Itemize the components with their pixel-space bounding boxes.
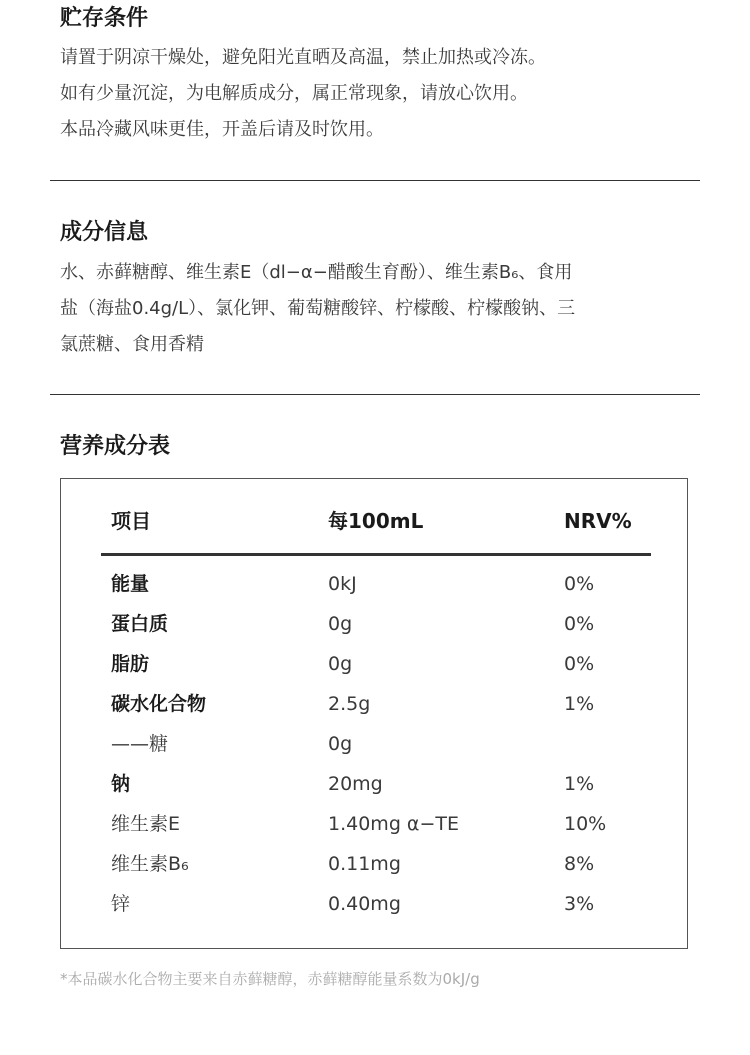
table-row [61,732,687,772]
nutrition-table-header [101,479,651,556]
row-value: 0.11mg [328,853,401,875]
row-item: 脂肪 [111,653,150,675]
row-nrv: 0% [564,653,595,675]
table-row [61,852,687,892]
row-nrv: 8% [564,853,595,875]
storage-line-3: 本品冷藏风味更佳，开盖后请及时饮用。 [60,119,384,140]
table-row [61,892,687,932]
table-row [61,572,687,612]
row-value: 0.40mg [328,893,401,915]
row-nrv: 10% [564,813,607,835]
row-nrv: 3% [564,893,595,915]
ingredients-text [60,255,700,363]
row-item: 锌 [111,893,131,915]
header-item: 项目 [111,509,151,533]
row-item: 蛋白质 [111,613,169,635]
nutrition-table [60,478,688,949]
row-item: 维生素E [111,813,181,835]
table-row [61,652,687,692]
table-row [61,612,687,652]
storage-line-1: 请置于阴凉干燥处，避免阳光直晒及高温，禁止加热或冷冻。 [60,47,546,68]
ingredients-line-2: 盐（海盐0.4g/L）、氯化钾、葡萄糖酸锌、柠檬酸、柠檬酸钠、三 [60,298,576,319]
row-value: 0kJ [328,573,357,595]
ingredients-line-1: 水、赤藓糖醇、维生素E（dl−α−醋酸生育酚）、维生素B₆、食用 [60,262,573,283]
header-per-100ml: 每100mL [328,509,424,533]
ingredients-title: 成分信息 [60,220,149,245]
row-value: 20mg [328,773,383,795]
table-row [61,812,687,852]
row-value: 0g [328,653,353,675]
divider-2 [50,394,700,395]
row-value: 1.40mg α−TE [328,813,459,835]
ingredients-line-3: 氯蔗糖、食用香精 [60,334,204,355]
table-row [61,772,687,812]
header-nrv: NRV% [564,509,632,533]
divider-1 [50,180,700,181]
row-value: 0g [328,613,353,635]
row-value: 2.5g [328,693,371,715]
row-item: 能量 [111,573,150,595]
nutrition-title: 营养成分表 [60,434,171,459]
row-item: 钠 [111,773,131,795]
nutrition-footnote: *本品碳水化合物主要来自赤藓糖醇，赤藓糖醇能量系数为0kJ/g [60,970,480,988]
table-row [61,692,687,732]
row-nrv: 0% [564,613,595,635]
row-item: 碳水化合物 [111,693,207,715]
row-nrv: 1% [564,773,595,795]
storage-title: 贮存条件 [60,6,149,31]
storage-line-2: 如有少量沉淀，为电解质成分，属正常现象，请放心饮用。 [60,83,528,104]
row-value: 0g [328,733,353,755]
storage-text [60,40,700,148]
row-item: 维生素B₆ [111,853,189,875]
row-nrv: 1% [564,693,595,715]
row-item: ——糖 [111,733,169,755]
row-nrv: 0% [564,573,595,595]
